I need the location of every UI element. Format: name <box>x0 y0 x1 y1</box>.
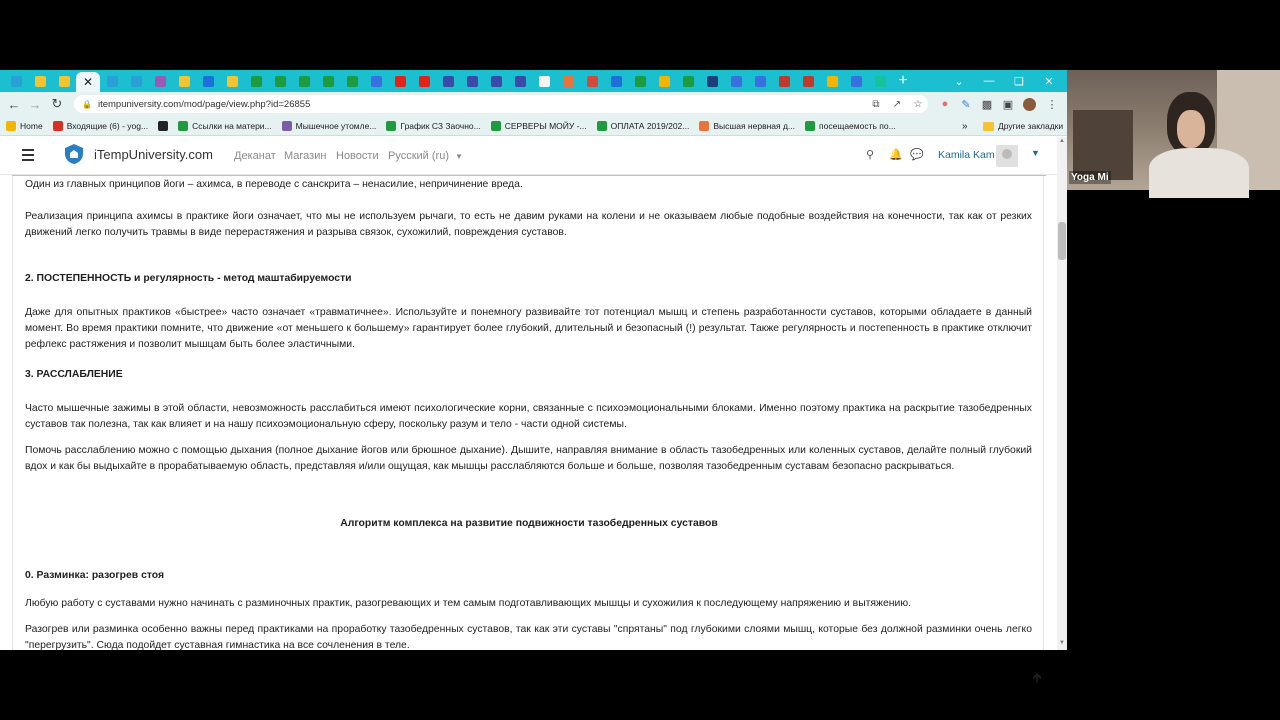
browser-tab[interactable] <box>556 70 580 92</box>
bookmark-label: Мышечное утомле... <box>295 120 377 131</box>
close-tab-icon[interactable]: ✕ <box>82 75 94 89</box>
bookmark-favicon-icon <box>699 121 709 131</box>
user-name[interactable]: Kamila Kam <box>938 149 995 161</box>
browser-tab[interactable] <box>340 70 364 92</box>
browser-tab[interactable] <box>100 70 124 92</box>
page-scrollbar[interactable] <box>1057 137 1067 650</box>
orange-favicon-icon <box>563 76 574 87</box>
drive-favicon-icon <box>659 76 670 87</box>
browser-tab[interactable] <box>652 70 676 92</box>
browser-tab[interactable] <box>772 70 796 92</box>
forward-arrow-icon[interactable]: → <box>28 96 42 112</box>
wp-favicon-icon <box>707 76 718 87</box>
browser-tab[interactable] <box>628 70 652 92</box>
participant-body <box>1149 148 1249 198</box>
user-avatar[interactable] <box>996 145 1018 167</box>
paragraph-warmup-2: Разогрев или разминка особенно важны перед практиками на проработку тазобедренных суставов, так как эти суставы "спрятаны" под глубокими слоями мышц, которые без должной разминки очень легко "перегрузить". Сюда подойдет суставная гимнастика на все сочленения в теле. <box>25 624 1032 651</box>
messages-chat-icon[interactable]: 💬 <box>910 149 924 161</box>
minimize-icon[interactable]: — <box>983 75 995 87</box>
browser-tab[interactable] <box>724 70 748 92</box>
content-divider <box>12 175 1046 176</box>
plus-favicon-icon <box>251 76 262 87</box>
docs-favicon-icon <box>851 76 862 87</box>
youtube-favicon-icon <box>419 76 430 87</box>
browser-toolbar <box>0 92 1067 116</box>
bookmarks-bar <box>0 116 1067 136</box>
other-bookmarks-label: Другие закладки <box>998 121 1064 131</box>
extension-red-icon[interactable]: ● <box>941 98 949 110</box>
browser-tab[interactable] <box>844 70 868 92</box>
browser-tab[interactable] <box>124 70 148 92</box>
new-tab-plus-icon[interactable]: + <box>898 72 908 89</box>
docs-favicon-icon <box>731 76 742 87</box>
bookmark-label: посещаемость по... <box>819 120 896 131</box>
browser-tab[interactable] <box>436 70 460 92</box>
bookmark-favicon-icon <box>491 121 501 131</box>
plus-favicon-icon <box>299 76 310 87</box>
bookmark-label: ОПЛАТА 2019/202... <box>610 120 690 131</box>
paragraph-ahimsa: Один из главных принципов йоги – ахимса, в переводе с санскрита – ненасилие, непричинение вреда. <box>25 179 523 190</box>
slides-favicon-icon <box>179 76 190 87</box>
hamburger-menu-icon[interactable] <box>22 149 34 161</box>
drive-favicon-icon <box>827 76 838 87</box>
section-title-algorithm: Алгоритм комплекса на развитие подвижности тазобедренных суставов <box>340 518 718 529</box>
video-participant-tile[interactable] <box>1067 70 1280 190</box>
page-content <box>12 175 1044 685</box>
grammarly-favicon-icon <box>875 76 886 87</box>
browser-tab[interactable] <box>676 70 700 92</box>
heading-gradualness: 2. ПОСТЕПЕННОСТЬ и регулярность - метод маштабируемости <box>25 273 352 284</box>
university-logo-icon[interactable] <box>64 143 84 165</box>
teal-favicon-icon <box>107 76 118 87</box>
plus-favicon-icon <box>347 76 358 87</box>
browser-tab[interactable] <box>52 70 76 92</box>
site-name[interactable]: iTempUniversity.com <box>94 147 213 162</box>
browser-tab[interactable] <box>868 70 892 92</box>
bookmark-favicon-icon <box>386 121 396 131</box>
slides-favicon-icon <box>227 76 238 87</box>
teal-favicon-icon <box>11 76 22 87</box>
youtube-favicon-icon <box>395 76 406 87</box>
participant-face <box>1177 110 1205 148</box>
docs-favicon-icon <box>755 76 766 87</box>
search-icon[interactable]: ⚲ <box>866 149 875 161</box>
nav-shop[interactable]: Магазин <box>284 150 327 162</box>
bookmark-label: Высшая нервная д... <box>713 120 796 131</box>
paragraph-warmup-1: Любую работу с суставами нужно начинать с разминочных практик, разогревающих и тем самым подготавливающих мышцы и сухожилия к последующему напряжению и вытяжению. <box>25 598 912 609</box>
menu-kebab-icon[interactable]: ⋮ <box>1046 98 1058 111</box>
bookmark-item[interactable] <box>178 121 272 131</box>
browser-tab[interactable] <box>460 70 484 92</box>
tab-strip <box>0 70 1067 92</box>
browser-tab[interactable] <box>196 70 220 92</box>
browser-tab[interactable] <box>604 70 628 92</box>
browser-tab[interactable] <box>268 70 292 92</box>
bookmark-label: Home <box>20 120 43 131</box>
site-header <box>0 137 1057 175</box>
profile-avatar-icon[interactable] <box>1020 95 1038 113</box>
participant-name: Yoga Mi <box>1071 172 1109 183</box>
browser-window <box>0 70 1067 685</box>
blue-favicon-icon <box>203 76 214 87</box>
browser-tab[interactable] <box>700 70 724 92</box>
plus-favicon-icon <box>323 76 334 87</box>
slides-favicon-icon <box>35 76 46 87</box>
bookmark-item[interactable] <box>491 121 587 131</box>
multi-favicon-icon <box>803 76 814 87</box>
scroll-up-arrow-icon[interactable]: ▲ <box>1059 138 1065 144</box>
reload-icon[interactable]: ↻ <box>51 96 63 111</box>
browser-tab[interactable] <box>292 70 316 92</box>
browser-tab[interactable] <box>148 70 172 92</box>
browser-tab[interactable] <box>4 70 28 92</box>
heading-relaxation: 3. РАССЛАБЛЕНИЕ <box>25 369 123 380</box>
bookmark-item[interactable] <box>597 121 690 131</box>
forward-favicon-icon <box>467 76 478 87</box>
side-panel-icon[interactable]: ▣ <box>1002 98 1014 111</box>
purple-favicon-icon <box>155 76 166 87</box>
browser-tab[interactable] <box>244 70 268 92</box>
browser-tab[interactable] <box>364 70 388 92</box>
bookmark-item[interactable] <box>699 121 795 131</box>
url-text: itempuniversity.com/mod/page/view.php?id=26855 <box>97 98 311 110</box>
bookmark-favicon-icon <box>178 121 188 131</box>
bookmarks-overflow-icon[interactable]: » <box>962 120 968 132</box>
browser-tab[interactable] <box>172 70 196 92</box>
user-menu-caret-icon[interactable]: ▼ <box>1031 148 1040 158</box>
plus-favicon-icon <box>275 76 286 87</box>
bookmark-item[interactable] <box>6 121 43 131</box>
scrollbar-thumb[interactable] <box>1058 222 1066 260</box>
scroll-down-arrow-icon[interactable]: ▼ <box>1059 640 1065 646</box>
scroll-to-top-icon[interactable]: 🡱 <box>1032 670 1042 685</box>
browser-tab[interactable] <box>820 70 844 92</box>
open-in-app-icon[interactable]: ⧉ <box>872 98 880 110</box>
teal-favicon-icon <box>131 76 142 87</box>
extensions-puzzle-icon[interactable]: ▩ <box>981 98 993 111</box>
browser-tab[interactable] <box>28 70 52 92</box>
bookmark-favicon-icon <box>6 121 16 131</box>
browser-tab[interactable] <box>76 72 100 92</box>
browser-tab[interactable] <box>220 70 244 92</box>
bookmark-item[interactable] <box>53 121 148 131</box>
address-bar[interactable] <box>74 95 928 113</box>
red-favicon-icon <box>587 76 598 87</box>
bookmark-favicon-icon <box>282 121 292 131</box>
caret-down-icon: ▼ <box>455 152 463 161</box>
browser-tab[interactable] <box>412 70 436 92</box>
share-icon[interactable]: ↗ <box>892 98 902 110</box>
extension-pen-icon[interactable]: ✎ <box>961 98 971 111</box>
paragraph-relaxation-2: Помочь расслаблению можно с помощью дыхания (полное дыхание йогов или брюшное дыхание). Дышите, направляя внимание в область тазобедренных или коленных суставов, делайте полный глубокий вдох и как бы выдыхайте в прорабатываемую область, представляя и/или ощущая, как мышцы расслабляются больше и больше, позволяя тазобедренным суставам безопасно раскрываться. <box>25 445 1032 472</box>
bookmark-favicon-icon <box>158 121 168 131</box>
bookmark-label: График СЗ Заочно... <box>400 120 481 131</box>
close-window-icon[interactable]: ✕ <box>1044 75 1054 88</box>
language-select[interactable] <box>388 150 463 162</box>
browser-tab[interactable] <box>316 70 340 92</box>
bookmark-item[interactable] <box>282 121 377 131</box>
plus-favicon-icon <box>683 76 694 87</box>
paragraph-ahimsa-practice: Реализация принципа ахимсы в практике йоги означает, что мы не используем рычаги, то есть не давим руками на колени и не оказываем любые подобные воздействия на конечности, так как от резких движений легко получить травмы в виде перерастяжения и разрыва связок, сухожилий, повреждения суставов. <box>25 211 1032 238</box>
notifications-bell-icon[interactable]: 🔔 <box>889 149 903 161</box>
folder-icon <box>983 122 994 131</box>
other-bookmarks[interactable] <box>983 116 1063 136</box>
nav-news[interactable]: Новости <box>336 150 379 162</box>
docs-favicon-icon <box>371 76 382 87</box>
slides-favicon-icon <box>59 76 70 87</box>
paragraph-gradualness: Даже для опытных практиков «быстрее» часто означает «травматичнее». Используйте и понемногу развивайте тот потенциал мышц и степень разработанности суставов, которыми обладаете в данный момент. Во время практики помните, что движение «от меньшего к большему» гарантирует более глубокий, длительный и безопасный (!) результат. Также регулярность и постепенность в практике отключит рефлекс растяжения и позволит мышцам быть более эластичными. <box>25 307 1032 350</box>
maximize-icon[interactable]: ❏ <box>1014 75 1024 88</box>
edge-favicon-icon <box>611 76 622 87</box>
forward-favicon-icon <box>491 76 502 87</box>
nav-dekanat[interactable]: Деканат <box>234 150 276 162</box>
multi-favicon-icon <box>779 76 790 87</box>
browser-tab[interactable] <box>748 70 772 92</box>
bookmark-label: Входящие (6) - yog... <box>66 120 149 131</box>
bookmark-favicon-icon <box>805 121 815 131</box>
bookmark-item[interactable] <box>805 121 896 131</box>
forward-favicon-icon <box>515 76 526 87</box>
language-label: Русский (ru) <box>388 150 449 162</box>
bookmark-star-icon[interactable]: ☆ <box>913 98 923 110</box>
browser-tab[interactable] <box>508 70 532 92</box>
heading-warmup: 0. Разминка: разогрев стоя <box>25 570 165 581</box>
browser-tab[interactable] <box>796 70 820 92</box>
lock-icon: 🔒 <box>82 99 92 109</box>
bookmark-label: СЕРВЕРЫ МОЙУ -... <box>504 120 587 131</box>
browser-tab[interactable] <box>484 70 508 92</box>
chevron-down-icon[interactable]: ⌄ <box>954 75 964 88</box>
bookmark-favicon-icon <box>53 121 63 131</box>
browser-tab[interactable] <box>532 70 556 92</box>
browser-tab[interactable] <box>580 70 604 92</box>
plus-favicon-icon <box>635 76 646 87</box>
back-arrow-icon[interactable]: ← <box>7 96 21 112</box>
browser-tab[interactable] <box>388 70 412 92</box>
paragraph-relaxation-1: Часто мышечные зажимы в этой области, невозможность расслабиться имеют психологические корни, связанные с психоэмоциональными блоками. Именно поэтому практика на раскрытие тазобедренных суставов так полезна, так как влияет и на нашу психоэмоциональную сферу, поскольку разум и тело - части одной системы. <box>25 403 1032 430</box>
white-favicon-icon <box>539 76 550 87</box>
forward-favicon-icon <box>443 76 454 87</box>
bookmark-item[interactable] <box>158 121 172 131</box>
bookmark-favicon-icon <box>597 121 607 131</box>
bookmark-label: Ссылки на матери... <box>192 120 272 131</box>
background-shelf <box>1073 110 1133 180</box>
bookmark-item[interactable] <box>386 121 480 131</box>
